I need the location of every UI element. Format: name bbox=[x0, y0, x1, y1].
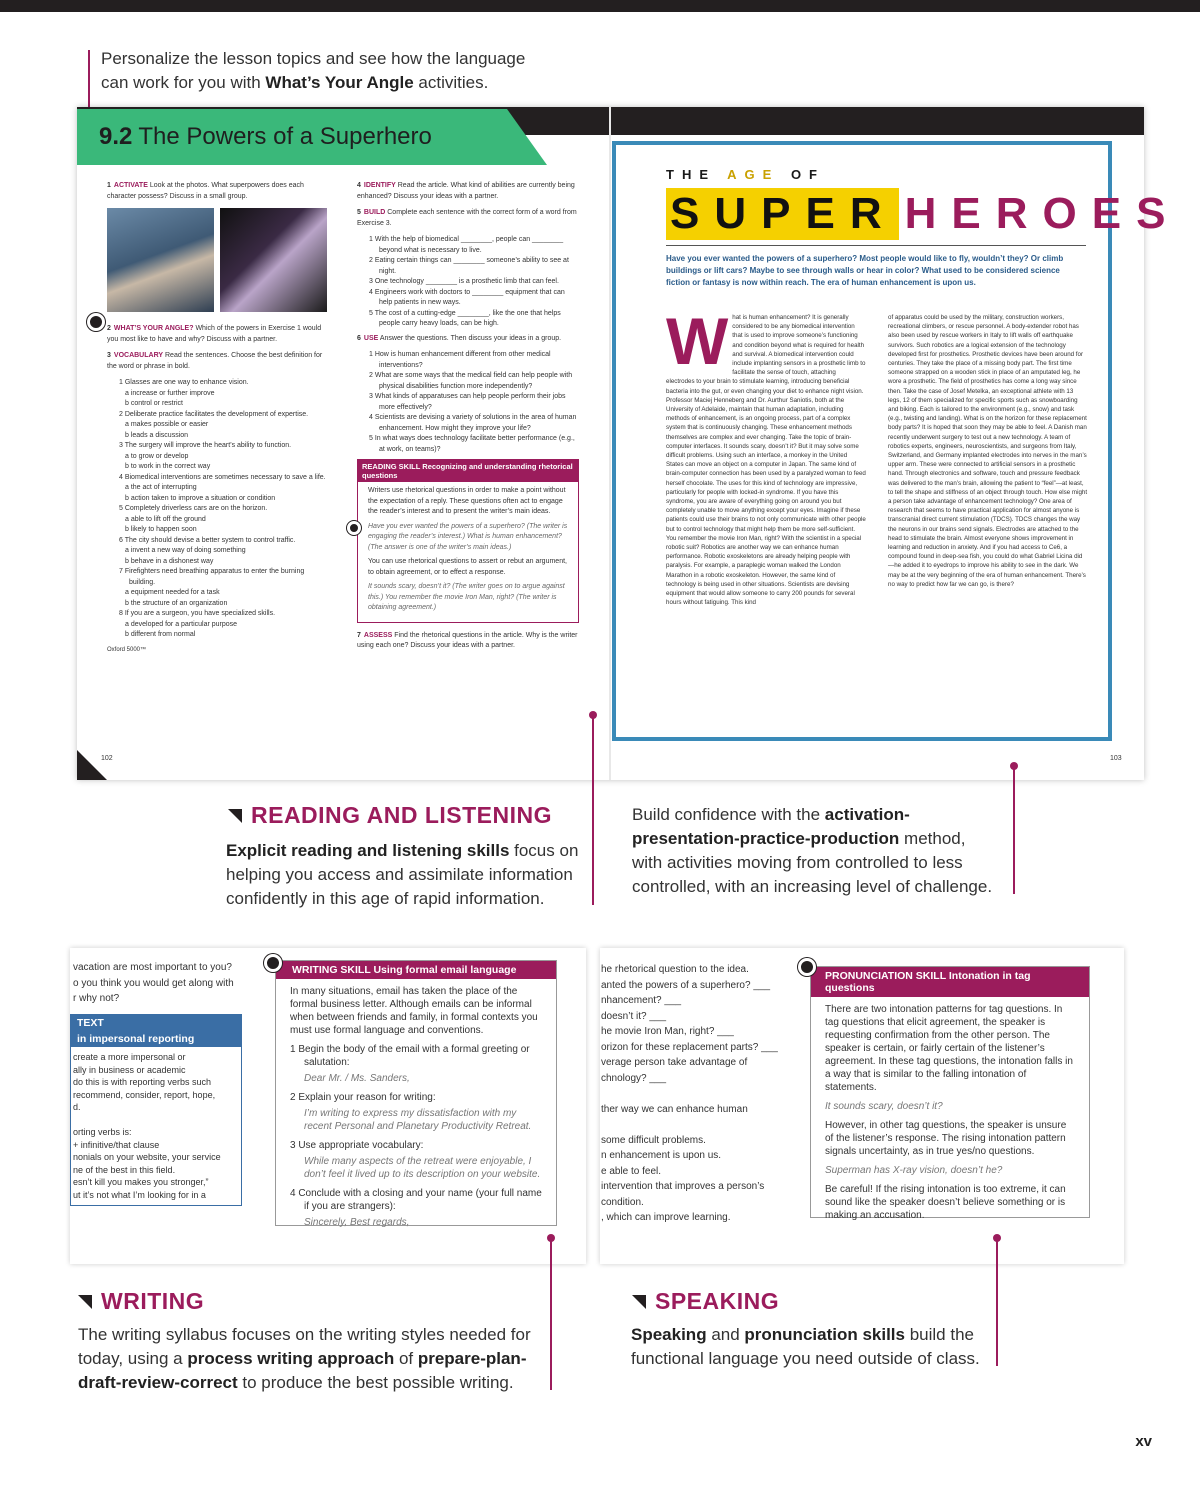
title-rule bbox=[666, 245, 1086, 246]
reading-listening-heading: READING AND LISTENING bbox=[228, 802, 552, 829]
vocab-sentence: 5 Completely driverless cars are on the horizon. bbox=[119, 505, 268, 512]
superhero-photos bbox=[107, 208, 329, 312]
fragment-line: do this is with reporting verbs such bbox=[73, 1077, 212, 1087]
fragment-line: he movie Iron Man, right? ___ bbox=[601, 1026, 734, 1037]
fragment-line: nhancement? ___ bbox=[601, 995, 682, 1006]
use-item: 3 What kinds of apparatuses can help people perform their jobs more effectively? bbox=[369, 393, 566, 411]
vocab-option-b: b behave in a dishonest way bbox=[125, 557, 214, 565]
triangle-icon bbox=[632, 1295, 646, 1309]
vocab-sentence: 8 If you are a surgeon, you have specialized skills. bbox=[119, 610, 276, 617]
activity-5: 5 BUILD Complete each sentence with the correct form of a word from Exercise 3. bbox=[357, 209, 577, 227]
article-column-2: of apparatus could be used by the military, construction workers, recreational climbers, or rescue personnel. A body-extender robot has also been used by rescue workers in Italy to lift walls off earthquake survivors. Such robotics are a logical extension of the technology developed first for prosthetics. Prosthetic devices have been around for centuries. They take the place of a missing body part. The first time someone strapped on a wooden stick in place of an amputated leg, he wore a prosthetic. The field of prosthetics has come a long way since then. Take the case of Josef Metelka, an exceptional athlete with 13 legs, 12 of them specialized for specific sports such as snowboarding and biking. Each is tailored to the environment (e.g., snow) and task (e.g., twisting and landing). What is on the horizon for these replacement body parts? It is hoped that soon they may be able to feel. A Danish man recently underwent surgery to test out a new technology. A team of robotics experts, engineers, neuroscientists, and surgeons from Italy, Switzerland, and Germany implanted electrodes into nerves in the man’s upper arm. These were connected to artificial sensors in a prosthetic hand. Through electronics and software, touch and pressure feedback was delivered to the man’s brain, allowing the patient to “feel”—at least, to tell the shape and stiffness of an object through touch. How else might a person take advantage of enhancement technology? One area of research that seems to have practical application for almost anyone is transcranial direct current stimulation (TDCS). TDCS changes the way the neurons in our brains send signals. Electrodes are attached to the head to stimulate the brain. Almost everyone shows improvement in learning and reduction in anxiety. And if you had access to Ce6, a compound found in deep-sea fish, you could do what Gabriel Licina did—he added it to eyedrops to improve his ability to see in the dark. We may be at the very beginning of the era of human enhancement. There’s no way to predict how far we can go, is there? bbox=[888, 314, 1088, 588]
article-title: SUPER HEROES bbox=[666, 188, 1180, 240]
writing-skill-title: WRITING SKILL Using formal email language bbox=[276, 961, 556, 979]
drop-cap: W bbox=[666, 304, 729, 378]
build-item: 5 The cost of a cutting-edge ________, like the one that helps people carry heavy loads, can be high. bbox=[369, 309, 561, 327]
fragment-line: intervention that improves a person’s bbox=[601, 1181, 765, 1192]
writing-example: Dear Mr. / Ms. Sanders, bbox=[304, 1073, 410, 1084]
vocab-option-b: b likely to happen soon bbox=[125, 526, 197, 533]
build-item: 4 Engineers work with doctors to ________ equipment that can help patients in new ways. bbox=[369, 288, 565, 306]
left-column-2 bbox=[357, 181, 579, 658]
fragment-line: + infinitive/that clause bbox=[73, 1139, 160, 1150]
writing-step: 1 Begin the body of the email with a formal greeting or salutation: bbox=[290, 1044, 530, 1068]
vocab-option-a: a invent a new way of doing something bbox=[125, 547, 246, 554]
vocab-option-b: b leads a discussion bbox=[125, 431, 189, 439]
vocab-option-a: a makes possible or easier bbox=[125, 421, 209, 428]
textbook-spread bbox=[77, 107, 1181, 780]
vocab-sentence: 1 Glasses are one way to enhance vision. bbox=[119, 379, 249, 386]
fragment-line bbox=[73, 1114, 239, 1127]
writing-callout-text: The writing syllabus focuses on the writing styles needed for today, using a process writing approach of prepare-plan- draft-review-correct to produce the best possible writing. bbox=[78, 1325, 531, 1392]
oxford-note: Oxford 5000™ bbox=[107, 646, 147, 653]
speaking-callout-text: Speaking and pronunciation skills build the functional language you need outside of class. bbox=[631, 1325, 980, 1368]
callout-line-writing bbox=[550, 1238, 552, 1390]
activity-3: 3 VOCABULARY Read the sentences. Choose the best definition for the word or phrase in bold. bbox=[107, 352, 323, 370]
fragment-line: ut it’s not what I’m looking for in a bbox=[73, 1189, 206, 1200]
page-number-left: 102 bbox=[101, 755, 113, 762]
callout-line-appp bbox=[1013, 766, 1015, 894]
gear-icon bbox=[87, 313, 105, 331]
fragment-line bbox=[601, 1117, 778, 1133]
writing-panel bbox=[70, 948, 586, 1264]
reading-skill-box: READING SKILL Recognizing and understanding rhetorical questions Writers use rhetorical questions in order to make a point without the expectation of a reply. These questions often act to engage the reader’s interest and to present the writer’s main ideas. Have you ever wanted the powers of a superhero? (The writer is engaging the reader’s interest.) What is human enhancement? (The answer is one of the writer’s main ideas.) You can use rhetorical questions to assert or rebut an argument, to obtain agreement, or to effect a response. It sounds scary, doesn’t it? (The writer goes on to argue against this.) You remember the movie Iron Man, right? (The writer is obtaining agreement.) bbox=[357, 459, 579, 623]
use-item: 1 How is human enhancement different from other medical interventions? bbox=[369, 351, 551, 369]
article-frame bbox=[612, 141, 1181, 741]
photo-superhero-suit bbox=[220, 208, 327, 312]
fragment-line: orizon for these replacement parts? ___ bbox=[601, 1041, 778, 1053]
use-item: 5 In what ways does technology facilitate better performance (e.g., at work, on teams)? bbox=[369, 435, 575, 453]
callout-dot-speaking bbox=[993, 1234, 1001, 1242]
callout-dot-writing bbox=[547, 1234, 555, 1242]
fragment-line: doesn’t it? ___ bbox=[601, 1010, 667, 1022]
writing-example: While many aspects of the retreat were enjoyable, I don’t feel it lived up to its description on your website. bbox=[304, 1156, 541, 1180]
writing-example: Sincerely, Best regards, bbox=[304, 1217, 410, 1228]
activity-6: 6 USE Answer the questions. Then discuss your ideas in a group. bbox=[357, 334, 562, 342]
speaking-fragment bbox=[601, 962, 778, 1226]
article-kicker: THE AGE OF bbox=[666, 167, 825, 182]
fragment-line: esn’t kill you makes you stronger,” bbox=[73, 1177, 209, 1187]
angle-callout: Personalize the lesson topics and see how the language can work for you with What’s Your Angle activities. bbox=[101, 49, 526, 92]
vocab-option-b: b action taken to improve a situation or condition bbox=[125, 494, 276, 502]
photo-superhero-woman bbox=[107, 208, 214, 312]
fragment-line: ne of the best in this field. bbox=[73, 1164, 176, 1175]
callout-line-speaking bbox=[996, 1238, 998, 1366]
build-item: 2 Eating certain things can ________ someone’s ability to see at night. bbox=[369, 257, 569, 275]
vocab-option-a: a able to lift off the ground bbox=[125, 515, 206, 523]
vocab-option-a: a the act of interrupting bbox=[125, 484, 197, 491]
speaking-panel bbox=[600, 948, 1124, 1264]
callout-dot-reading bbox=[589, 711, 597, 719]
vocab-sentence: 7 Firefighters need breathing apparatus to enter the burning building. bbox=[119, 568, 305, 586]
fragment-line: e able to feel. bbox=[601, 1165, 662, 1177]
folio: xv bbox=[1135, 1433, 1152, 1450]
writing-step: 3 Use appropriate vocabulary: bbox=[290, 1140, 424, 1151]
build-list bbox=[357, 235, 579, 330]
text-header: TEXT in impersonal reporting create a more impersonal or ally in business or academic do this is with reporting verbs such recommend, consider, report, hope, d. orting verbs is: + infinitive/that clause nonials on your website, your service ne of the best in this field. esn’t kill you makes you stronger,” ut it’s not what I’m looking for in a bbox=[70, 1014, 242, 1206]
writing-skill-box: WRITING SKILL Using formal email language In many situations, email has taken the place of the formal business letter. Although emails can be informal when between friends and family, in formal contexts you must use formal language and conventions. 1 Begin the body of the email with a formal greeting or salutation: Dear Mr. / Ms. Sanders, 2 Explain your reason for writing: I’m writing to express my dissatisfaction with my recent Personal and Planetary Productivity Retreat. 3 Use appropriate vocabulary: While many aspects of the retreat were enjoyable, I don’t feel it lived up to its description on your website. 4 Conclude with a closing and your name (your full name if you are strangers): Sincerely, Best regards, bbox=[275, 960, 557, 1226]
vocab-option-a: a equipment needed for a task bbox=[125, 589, 220, 596]
writing-step: 2 Explain your reason for writing: bbox=[290, 1092, 436, 1103]
pronunciation-skill-title: PRONUNCIATION SKILL Intonation in tag questions bbox=[811, 967, 1089, 997]
activity-2: 2 WHAT’S YOUR ANGLE? Which of the powers in Exercise 1 would you most like to have and why? Discuss with a partner. bbox=[107, 325, 322, 343]
vocab-option-b: b control or restrict bbox=[125, 400, 183, 407]
writing-heading: WRITING bbox=[78, 1288, 204, 1315]
fragment-line: vacation are most important to you? bbox=[73, 962, 232, 973]
fragment-line: r why not? bbox=[73, 993, 120, 1004]
page-number-right: 103 bbox=[1110, 755, 1122, 762]
vocab-sentence: 2 Deliberate practice facilitates the development of expertise. bbox=[119, 410, 309, 418]
triangle-icon bbox=[78, 1295, 92, 1309]
use-list bbox=[357, 350, 579, 455]
gear-icon bbox=[798, 958, 816, 976]
vocab-sentence: 6 The city should devise a better system to control traffic. bbox=[119, 536, 296, 544]
activity-7: 7 ASSESS Find the rhetorical questions in the article. Why is the writer using each one? Discuss your ideas with a partner. bbox=[357, 631, 578, 649]
pronunciation-skill-box: PRONUNCIATION SKILL Intonation in tag questions There are two intonation patterns for tag questions. In tag questions that elicit agreement, the speaker is requesting confirmation from the other person. The speaker is certain, or fairly certain of the listener’s agreement. In these tag questions, the intonation falls in a way that is similar to the falling intonation of statements. It sounds scary, doesn’t it? However, in other tag questions, the speaker is unsure of the listener’s response. The rising intonation pattern signals uncertainty, as in true yes/no questions. Superman has X-ray vision, doesn’t he? Be careful! If the rising intonation is too extreme, it can sound like the speaker doesn’t believe something or is making an accusation. bbox=[810, 966, 1090, 1218]
use-item: 4 Scientists are devising a variety of solutions in the area of human enhancement. How might they improve your life? bbox=[369, 414, 577, 432]
fragment-line: some difficult problems. bbox=[601, 1134, 706, 1146]
lesson-title: 9.2 The Powers of a Superhero bbox=[99, 123, 432, 150]
vocab-option-b: b the structure of an organization bbox=[125, 599, 228, 607]
writing-fragment-top bbox=[73, 960, 234, 1007]
gear-icon bbox=[347, 521, 361, 535]
fragment-line: orting verbs is: bbox=[73, 1127, 132, 1137]
gear-icon bbox=[264, 954, 282, 972]
top-black-bar bbox=[0, 0, 1200, 12]
callout-dot-appp bbox=[1010, 762, 1018, 770]
fragment-line: ally in business or academic bbox=[73, 1064, 186, 1075]
fragment-line: nonials on your website, your service bbox=[73, 1152, 221, 1162]
vocab-option-a: a increase or further improve bbox=[125, 389, 215, 397]
vocab-option-a: a developed for a particular purpose bbox=[125, 620, 238, 628]
fragment-line: verage person take advantage of bbox=[601, 1057, 748, 1068]
fragment-line bbox=[601, 1086, 778, 1102]
reading-skill-title: READING SKILL Recognizing and understanding rhetorical questions bbox=[358, 460, 578, 482]
left-column-1 bbox=[107, 181, 329, 655]
reading-callout-text: Explicit reading and listening skills focus on helping you access and assimilate information confidently in this age of rapid information. bbox=[226, 841, 579, 908]
vocab-option-b: b to work in the correct way bbox=[125, 463, 211, 470]
vocab-sentence: 3 The surgery will improve the heart’s ability to function. bbox=[119, 442, 292, 449]
triangle-icon bbox=[228, 809, 242, 823]
fragment-line: , which can improve learning. bbox=[601, 1212, 731, 1223]
build-item: 3 One technology ________ is a prosthetic limb that can feel. bbox=[369, 278, 559, 285]
appp-callout-text: Build confidence with the activation- presentation-practice-production method, with activities moving from controlled to less controlled, with an increasing level of challenge. bbox=[632, 805, 993, 896]
writing-example: I’m writing to express my dissatisfaction with my recent Personal and Planetary Productivity Retreat. bbox=[304, 1108, 532, 1132]
writing-step: 4 Conclude with a closing and your name (your full name if you are strangers): bbox=[290, 1188, 542, 1212]
fragment-line: ther way we can enhance human bbox=[601, 1103, 748, 1115]
speaking-heading: SPEAKING bbox=[632, 1288, 779, 1315]
article-intro: Have you ever wanted the powers of a superhero? Most people would like to fly, wouldn’t they? Or climb buildings or lift cars? Maybe to see through walls or hear in color? What used to be considered science fiction or fantasy is now within reach. The era of human enhancement is upon us. bbox=[666, 254, 1064, 287]
fragment-line: recommend, consider, report, hope, bbox=[73, 1089, 216, 1100]
vocab-list bbox=[107, 378, 329, 641]
callout-line-reading bbox=[592, 715, 594, 905]
fragment-line: anted the powers of a superhero? ___ bbox=[601, 979, 771, 991]
fragment-line: chnology? ___ bbox=[601, 1072, 667, 1084]
activity-4: 4 IDENTIFY Read the article. What kind of abilities are currently being enhanced? Discuss your ideas with a partner. bbox=[357, 182, 575, 200]
fragment-line: he rhetorical question to the idea. bbox=[601, 964, 749, 975]
fragment-line: create a more impersonal or bbox=[73, 1052, 186, 1062]
use-item: 2 What are some ways that the medical field can help people with physical disabilities function more independently? bbox=[369, 372, 573, 390]
build-item: 1 With the help of biomedical ________, people can ________ beyond what is necessary to live. bbox=[369, 236, 564, 254]
vocab-option-b: b different from normal bbox=[125, 631, 196, 638]
article-column-1: What is human enhancement? It is generally considered to be any biomedical intervention that is used to improve someone’s functioning and condition beyond what is required for health and survival. A biomedical intervention could include implanting sensors in a prosthetic limb to facilitate the sense of touch, attaching electrodes to your brain to stimulate learning, introducing beneficial bacteria into the gut, or even changing your diet to enhance night vision. Professor Maciej Henneberg and Dr. Aurthur Saniotis, both at the University of Adelaide, maintain that human adaptation, including methods of enhancement, is an ongoing process, part of a complex system that is continuously changing. These enhancement methods themselves are complex and ever changing. Take the topic of brain-computer interfaces. It sounds scary, doesn’t it? But it may solve some difficult problems. Using such an interface, a monkey in the United States can move an object on a computer in Japan. The same kind of brain-computer connection has been used by a paralyzed woman to feed herself chocolate. The uses for this kind of technology are impressive, particularly for people with locked-in syndrome. If you have this syndrome, you are aware of everything going on around you but completely unable to move anything except your eyes. Imagine if these patients could use their brains to not only communicate with other people but to control technology that might help them be more self-sufficient. You remember the movie Iron Man, right? With the scientist in a special robotic suit? Robotics are another way we can enhance human performance. Robotic exoskeletons are already helping people with paralysis. For example, a paraplegic woman walked the London Marathon in a robotic exoskeleton. However, the same kind of technology is being used in other situations. Scientists are devising equipment that would allow someone to carry 200 pounds for several hours without fatiguing. This kind bbox=[666, 304, 866, 607]
spread-fold bbox=[609, 107, 611, 780]
vocab-option-a: a to grow or develop bbox=[125, 452, 189, 460]
fragment-line: n enhancement is upon us. bbox=[601, 1150, 722, 1161]
vocab-sentence: 4 Biomedical interventions are sometimes necessary to save a life. bbox=[119, 473, 326, 481]
activity-1: 1 ACTIVATE Look at the photos. What superpowers does each character possess? Discuss in a small group. bbox=[107, 182, 304, 200]
fragment-line: o you think you would get along with bbox=[73, 977, 234, 989]
fragment-line: condition. bbox=[601, 1196, 644, 1208]
fragment-line: d. bbox=[73, 1102, 81, 1112]
